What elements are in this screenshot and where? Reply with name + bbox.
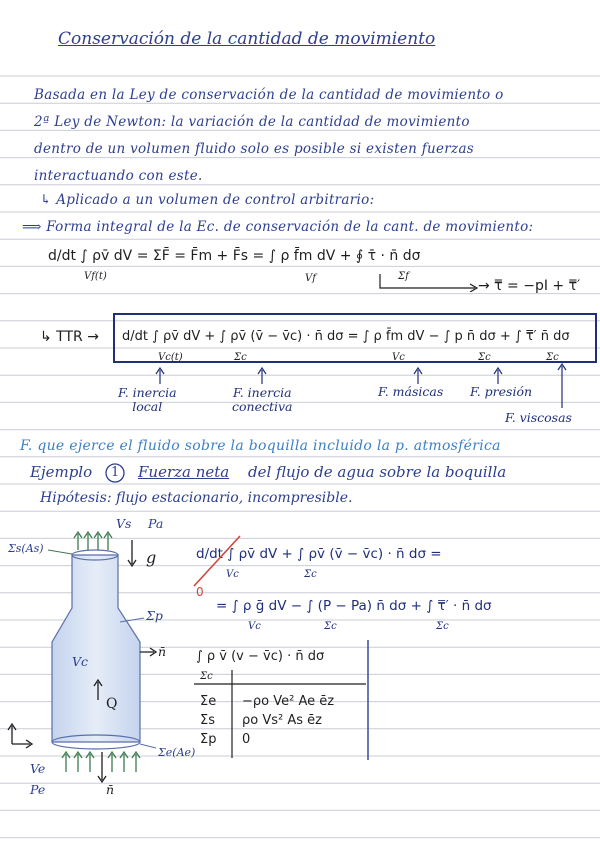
- ttr-equation: d/dt ∫ ρv̄ dV + ∫ ρv̄ (v̄ − v̄c) · n̄ dσ = ∫ ρ f̄m dV − ∫ p n̄ dσ + ∫ τ̿′ n̄ dσ: [122, 329, 570, 344]
- unsteady-term-strike: [190, 528, 250, 598]
- ttr-sub-vc-t: Vc(t): [158, 352, 183, 363]
- momentum-equation: d/dt ∫ ρv̄ dV = ΣF̄ = F̄m + F̄s = ∫ ρ f̄m dV + ∮ τ̄ · n̄ dσ: [48, 248, 421, 264]
- stress-bracket-arrow: [375, 270, 485, 292]
- steady-eq-sub-sc-2: Σc: [324, 621, 337, 632]
- label-viscous-forces: F. viscosas: [505, 410, 572, 425]
- flux-table-surface: Σp: [200, 732, 217, 747]
- ttr-sub-sc-2: Σc: [478, 352, 491, 363]
- flux-table-header-sub: Σc: [200, 671, 213, 682]
- intro-line-2: 2ª Ley de Newton: la variación de la cantidad de movimiento: [34, 114, 470, 130]
- example-rest: del flujo de agua sobre la boquilla: [248, 463, 507, 481]
- flux-table-value: −ρo Ve² Ae ēz: [242, 694, 335, 709]
- note-fluid-force: F. que ejerce el fluido sobre la boquilla incluido la p. atmosférica: [20, 438, 501, 454]
- example-number: 1: [111, 465, 120, 480]
- page-title: Conservación de la cantidad de movimiento: [58, 29, 436, 49]
- ttr-label: ↳ TTR →: [40, 329, 99, 345]
- flux-table-surface: Σs: [200, 713, 215, 728]
- example-hypothesis: Hipótesis: flujo estacionario, incompresible.: [40, 490, 353, 506]
- label-ve: Ve: [30, 761, 46, 776]
- label-inertia-local: F. inercia local: [118, 385, 177, 415]
- label-pa: Pa: [148, 516, 164, 531]
- eq1-subscript-sf: Σf: [398, 271, 409, 282]
- intro-line-1: Basada en la Ley de conservación de la cantidad de movimiento o: [34, 87, 504, 103]
- label-sigma-e: Σe(Ae): [158, 746, 196, 759]
- ttr-sub-sc: Σc: [234, 352, 247, 363]
- steady-eq-line-2: = ∫ ρ ḡ dV − ∫ (P − Pa) n̄ dσ + ∫ τ̿′ · n̄ dσ: [216, 598, 492, 614]
- steady-eq-sub-vc: Vc: [226, 569, 239, 580]
- label-vs: Vs: [116, 516, 132, 531]
- flux-table-value: ρo Vs² As ēz: [242, 713, 322, 728]
- steady-eq-sub-sc-3: Σc: [436, 621, 449, 632]
- eq1-subscript-vf-t: Vf(t): [84, 271, 107, 282]
- step-integral-form: ⟹ Forma integral de la Ec. de conservación de la cant. de movimiento:: [22, 219, 534, 235]
- flux-table-value: 0: [242, 732, 251, 747]
- label-pe: Pe: [30, 782, 46, 797]
- label-gravity: g: [146, 548, 157, 567]
- ttr-sub-vc: Vc: [392, 352, 405, 363]
- flux-table-header: ∫ ρ v̄ (v − v̄c) · n̄ dσ: [196, 649, 325, 664]
- eq1-subscript-vf: Vf: [305, 273, 316, 284]
- label-mass-forces: F. másicas: [378, 384, 444, 399]
- label-flow-rate: Q: [106, 696, 118, 712]
- label-normal-bottom: n̄: [106, 782, 115, 797]
- label-normal-side: n̄: [158, 644, 167, 659]
- example-title: Fuerza neta: [138, 463, 230, 481]
- label-sigma-p: Σp: [146, 608, 163, 623]
- steady-eq-sub-sc: Σc: [304, 569, 317, 580]
- stress-tensor-definition: → τ̿ = −pI + τ̿′: [478, 278, 581, 294]
- steady-eq-sub-vc-2: Vc: [248, 621, 261, 632]
- intro-line-4: interactuando con este.: [34, 168, 203, 184]
- svg-text:0: 0: [196, 585, 204, 598]
- ttr-sub-sc-3: Σc: [546, 352, 559, 363]
- steady-eq-line-1: d/dt ∫ ρv̄ dV + ∫ ρv̄ (v̄ − v̄c) · n̄ dσ =: [196, 546, 442, 562]
- label-sigma-s: Σs(As): [8, 542, 44, 555]
- example-prefix: Ejemplo: [30, 463, 93, 481]
- flux-table-surface: Σe: [200, 694, 217, 709]
- intro-line-3: dentro de un volumen fluido solo es posible si existen fuerzas: [34, 141, 475, 157]
- label-vc: Vc: [72, 654, 89, 669]
- step-control-volume: ↳ Aplicado a un volumen de control arbitrario:: [40, 192, 375, 208]
- label-pressure-forces: F. presión: [470, 384, 533, 399]
- label-inertia-convective: F. inercia conectiva: [232, 385, 293, 415]
